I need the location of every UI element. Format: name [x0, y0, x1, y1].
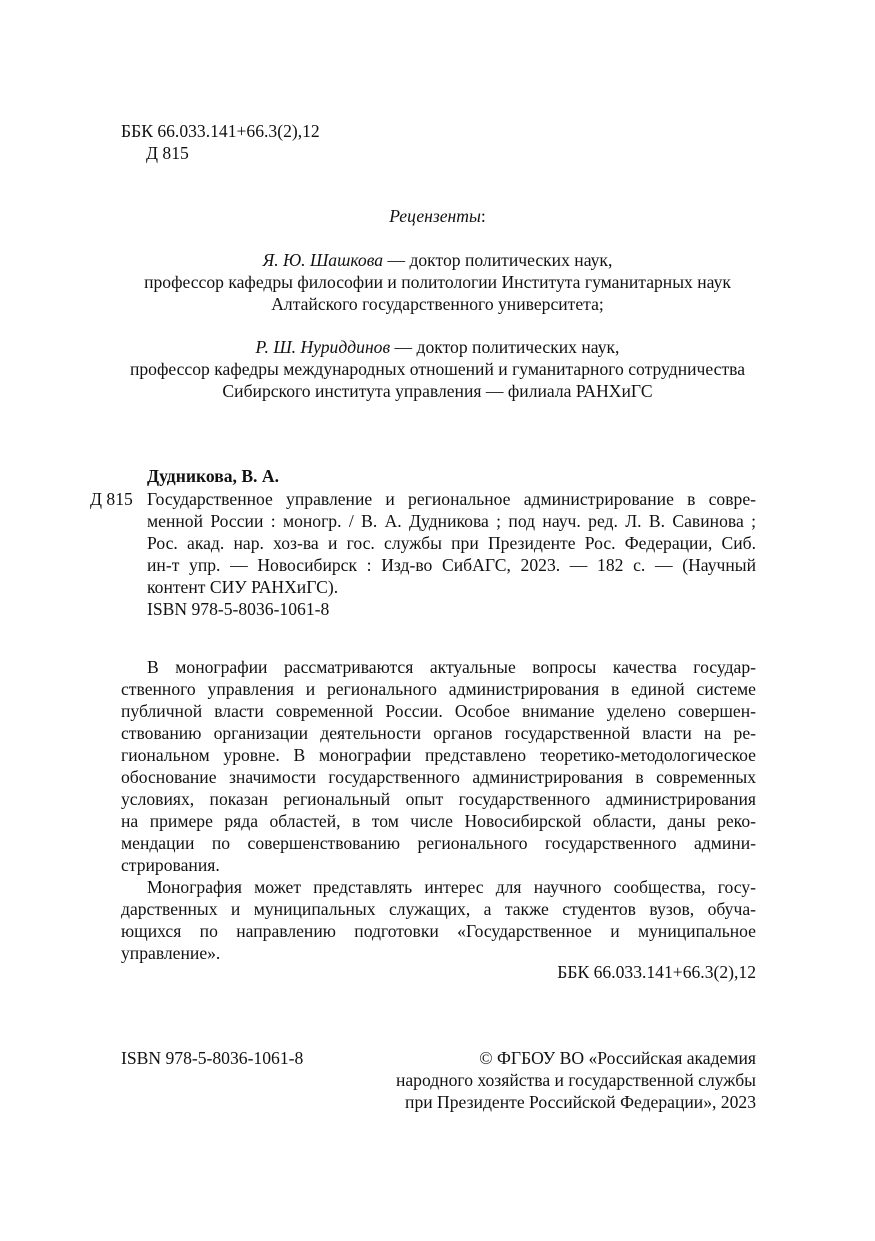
bbk-block	[121, 120, 320, 164]
bbk-code: ББК 66.033.141+66.3(2),12	[121, 121, 320, 141]
abstract-line: ственного управления и регионального администрирования в единой системе	[121, 679, 756, 699]
abstract-line: ющихся по направлению подготовки «Государственное и муниципальное	[121, 921, 756, 941]
copyright-line: народного хозяйства и государственной службы	[395, 1070, 756, 1090]
abstract-line: стрирования.	[121, 855, 220, 875]
footer-isbn: ISBN 978-5-8036-1061-8	[121, 1048, 304, 1068]
abstract-line: обоснование значимости государственного администрирования в современных	[121, 767, 756, 787]
abstract-line: публичной власти современной России. Особое внимание уделено совершен-	[121, 701, 756, 721]
record-author: Дудникова, В. А.	[147, 466, 279, 486]
reviewer-line: Алтайского государственного университета;	[271, 294, 604, 314]
abstract-line: гиональном уровне. В монографии представлено теоретико-методологическое	[121, 745, 756, 765]
abstract-line: на примере ряда областей, в том числе Новосибирской области, даны реко-	[121, 811, 756, 831]
record-code: Д 815	[90, 489, 133, 509]
abstract-bbk: ББК 66.033.141+66.3(2),12	[557, 962, 756, 982]
abstract	[121, 656, 756, 964]
abstract-line: управление».	[121, 943, 221, 963]
reviewer-2	[40, 336, 835, 402]
reviewers-heading	[0, 205, 875, 227]
abstract-line: условиях, показан региональный опыт государственного администрирования	[121, 789, 756, 809]
reviewer-name: Р. Ш. Нуриддинов	[255, 337, 391, 357]
reviewer-name: Я. Ю. Шашкова	[262, 250, 384, 270]
copyright-line: © ФГБОУ ВО «Российская академия	[479, 1048, 756, 1068]
abstract-line: дарственных и муниципальных служащих, а также студентов вузов, обуча-	[121, 899, 756, 919]
abstract-line: В монографии рассматриваются актуальные вопросы качества государ-	[147, 657, 756, 677]
reviewer-1	[40, 249, 835, 315]
reviewer-line: Сибирского института управления — филиала РАНХиГС	[222, 381, 653, 401]
record-isbn: ISBN 978-5-8036-1061-8	[147, 599, 330, 619]
reviewers-heading-colon: :	[480, 206, 486, 226]
abstract-line: ствованию организации деятельности органов государственной власти на ре-	[121, 723, 756, 743]
abstract-line: Монография может представлять интерес для научного сообщества, госу-	[147, 877, 756, 897]
citation-line: ин-т упр. — Новосибирск : Изд-во СибАГС, 2023. — 182 с. — (Научный	[147, 555, 756, 575]
abstract-line: мендации по совершенствованию регионального государственного админи-	[121, 833, 756, 853]
reviewer-line: профессор кафедры философии и политологии Института гуманитарных наук	[144, 272, 731, 292]
citation-line: Рос. акад. нар. хоз-ва и гос. службы при Президенте Рос. Федерации, Сиб.	[147, 533, 756, 553]
reviewer-line: профессор кафедры международных отношений и гуманитарного сотрудничества	[129, 359, 746, 379]
record-citation	[147, 488, 756, 620]
copyright-line: при Президенте Российской Федерации», 2023	[405, 1092, 756, 1112]
reviewer-line: — доктор политических наук,	[383, 250, 613, 270]
citation-line: менной России : моногр. / В. А. Дудникова ; под науч. ред. Л. В. Савинова ;	[147, 511, 756, 531]
reviewer-line: — доктор политических наук,	[390, 337, 620, 357]
copyright-block	[380, 1047, 756, 1113]
author-mark: Д 815	[146, 143, 189, 163]
reviewers-heading-text: Рецензенты	[389, 206, 481, 226]
citation-line: Государственное управление и региональное администрирование в совре-	[147, 489, 756, 509]
citation-line: контент СИУ РАНХиГС).	[147, 577, 339, 597]
